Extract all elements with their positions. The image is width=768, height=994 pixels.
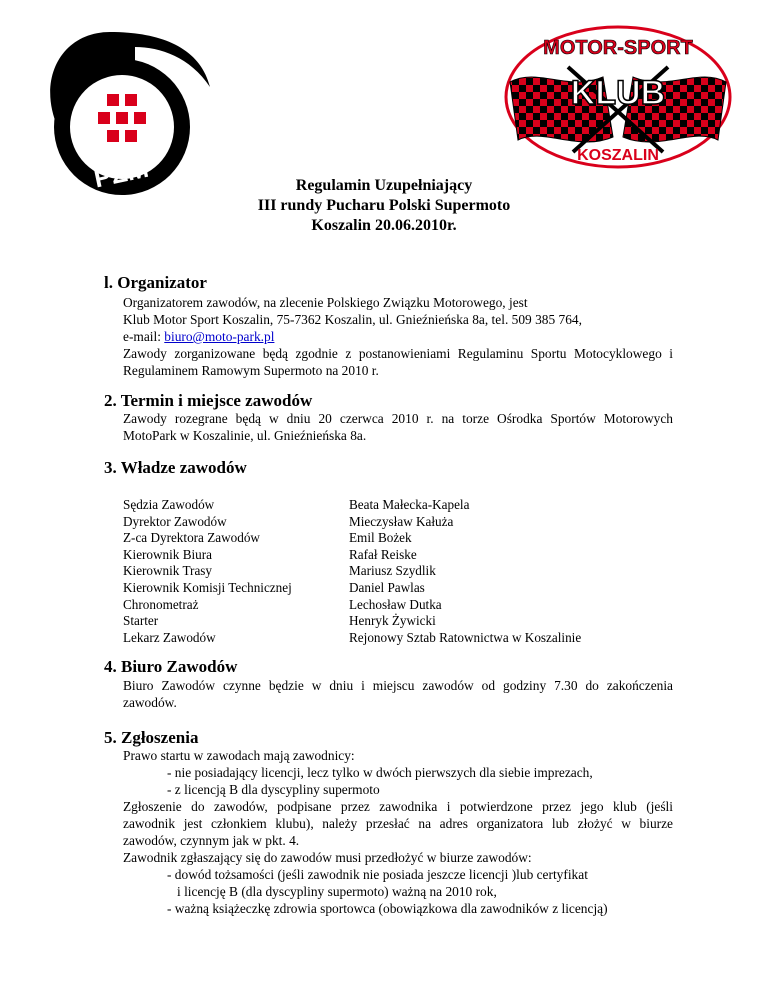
official-name: Mariusz Szydlik	[349, 563, 436, 579]
email-link[interactable]: biuro@moto-park.pl	[164, 329, 275, 344]
section-1-line-2: Klub Motor Sport Koszalin, 75-7362 Koszalin, ul. Gnieźnieńska 8a, tel. 509 385 764,	[123, 312, 582, 327]
official-name: Beata Małecka-Kapela	[349, 497, 470, 512]
title-line-1: Regulamin Uzupełniający	[295, 177, 473, 194]
section-5-line-5: zawodnik jest członkiem klubu), należy przesłać na adres organizatora lub złożyć w biurze	[123, 816, 673, 831]
section-5-line-2: - nie posiadający licencji, lecz tylko w dwóch pierwszych dla siebie imprezach,	[167, 765, 593, 780]
logo-motor-sport-text: MOTOR-SPORT	[543, 37, 693, 59]
official-role: Chronometraż	[123, 596, 199, 612]
section-5-line-1: Prawo startu w zawodach mają zawodnicy:	[123, 748, 355, 763]
section-1-line-5: Regulaminem Ramowym Supermoto na 2010 r.	[123, 363, 379, 378]
title-line-2: III rundy Pucharu Polski Supermoto	[257, 197, 511, 214]
section-2-line-2: MotoPark w Koszalinie, ul. Gnieźnieńska 8a.	[123, 428, 367, 443]
official-role: Kierownik Biura	[123, 546, 212, 562]
logo-koszalin-text: KOSZALIN	[577, 147, 659, 164]
official-role: Kierownik Komisji Technicznej	[123, 580, 292, 595]
section-1-heading: l. Organizator	[104, 273, 207, 292]
section-2-heading: 2. Termin i miejsce zawodów	[104, 391, 313, 410]
section-1-line-4: Zawody zorganizowane będą zgodnie z postanowieniami Regulaminu Sportu Motocyklowego i	[123, 346, 673, 361]
official-role: Starter	[123, 613, 159, 629]
email-label: e-mail:	[123, 329, 165, 344]
section-5-line-3: - z licencją B dla dyscypliny supermoto	[167, 782, 380, 797]
section-5-heading: 5. Zgłoszenia	[104, 728, 199, 747]
section-5-line-8: - dowód tożsamości (jeśli zawodnik nie posiada jeszcze licencji )lub certyfikat	[167, 867, 588, 882]
section-5-line-10: - ważną książeczkę zdrowia sportowca (obowiązkowa dla zawodników z licencją)	[167, 901, 608, 916]
official-role: Lekarz Zawodów	[123, 629, 216, 645]
official-name: Henryk Żywicki	[349, 613, 436, 629]
pzm-logo-text: PZM	[91, 152, 152, 194]
section-5-line-7: Zawodnik zgłaszający się do zawodów musi przedłożyć w biurze zawodów:	[123, 850, 532, 865]
official-role: Z-ca Dyrektora Zawodów	[123, 530, 260, 546]
section-1-line-1: Organizatorem zawodów, na zlecenie Polskiego Związku Motorowego, jest	[123, 295, 528, 310]
official-name: Mieczysław Kałuża	[349, 513, 454, 529]
official-role: Sędzia Zawodów	[123, 497, 215, 512]
official-name: Rafał Reiske	[349, 546, 417, 562]
section-2-line-1: Zawody rozegrane będą w dniu 20 czerwca 2010 r. na torze Ośrodka Sportów Motorowych	[123, 411, 673, 426]
motor-sport-klub-logo	[498, 22, 738, 172]
pzm-logo	[40, 12, 210, 198]
official-name: Daniel Pawlas	[349, 580, 425, 595]
official-name: Rejonowy Sztab Ratownictwa w Koszalinie	[349, 629, 582, 645]
official-name: Lechosław Dutka	[349, 596, 442, 612]
section-4-line-2: zawodów.	[123, 695, 177, 710]
logo-klub-text: KLUB	[570, 74, 666, 112]
section-5-line-4: Zgłoszenie do zawodów, podpisane przez zawodnika i potwierdzone przez jego klub (jeśli	[123, 799, 673, 814]
official-role: Dyrektor Zawodów	[123, 513, 227, 529]
title-line-3: Koszalin 20.06.2010r.	[311, 217, 457, 234]
section-5-line-6: zawodów, czynnym jak w pkt. 4.	[123, 833, 300, 848]
section-3-heading: 3. Władze zawodów	[104, 458, 247, 477]
official-name: Emil Bożek	[349, 530, 412, 546]
section-4-heading: 4. Biuro Zawodów	[104, 657, 238, 676]
official-role: Kierownik Trasy	[123, 563, 213, 579]
section-1-line-3	[123, 328, 274, 345]
section-5-line-9: i licencję B (dla dyscypliny supermoto) ważną na 2010 rok,	[177, 884, 497, 899]
section-4-line-1: Biuro Zawodów czynne będzie w dniu i miejscu zawodów od godziny 7.30 do zakończenia	[123, 678, 673, 693]
